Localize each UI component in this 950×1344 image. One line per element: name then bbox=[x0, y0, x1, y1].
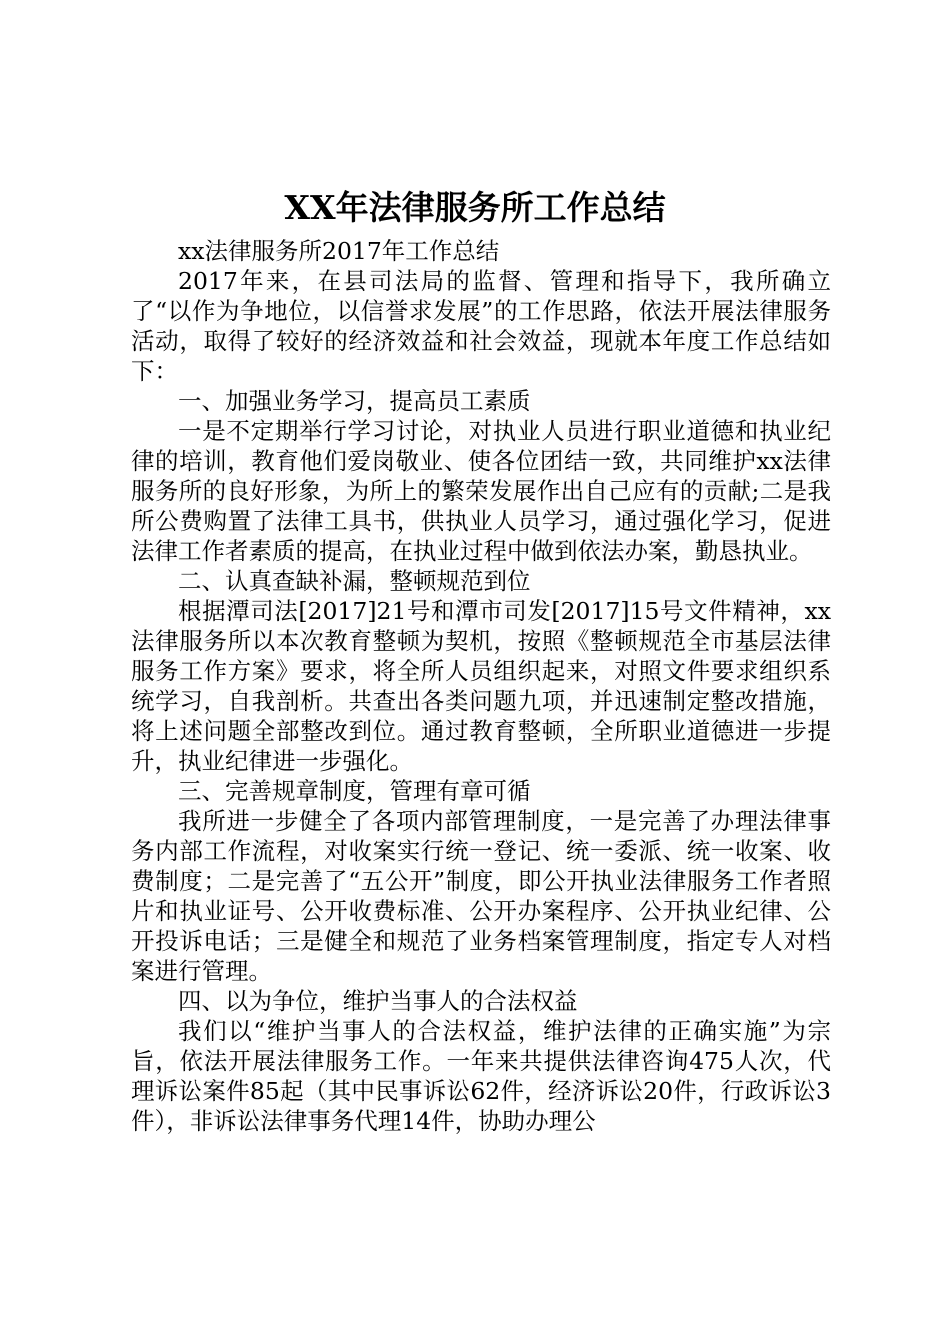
paragraph-section-3: 我所进一步健全了各项内部管理制度，一是完善了办理法律事务内部工作流程，对收案实行统一登记、统一委派、统一收案、收费制度；二是完善了“五公开”制度，即公开执业法律服务工作者照片和执业证号、公开收费标准、公开办案程序、公开执业纪律、公开投诉电话；三是健全和规范了业务档案管理制度，指定专人对档案进行管理。 bbox=[131, 807, 831, 985]
section-heading-3: 三、完善规章制度，管理有章可循 bbox=[178, 777, 531, 805]
paragraph-section-1: 一是不定期举行学习讨论，对执业人员进行职业道德和执业纪律的培训，教育他们爱岗敬业、使各位团结一致，共同维护xx法律服务所的良好形象，为所上的繁荣发展作出自己应有的贡献;二是我所公费购置了法律工具书，供执业人员学习，通过强化学习，促进法律工作者素质的提高，在执业过程中做到依法办案，勤恳执业。 bbox=[131, 417, 831, 565]
paragraph-subtitle: xx法律服务所2017年工作总结 bbox=[178, 237, 500, 265]
document-title: XX年法律服务所工作总结 bbox=[284, 188, 666, 227]
paragraph-section-4: 我们以“维护当事人的合法权益，维护法律的正确实施”为宗旨，依法开展法律服务工作。一年来共提供法律咨询475人次，代理诉讼案件85起（其中民事诉讼62件，经济诉讼20件，行政诉讼3件），非诉讼法律事务代理14件，协助办理公 bbox=[131, 1017, 831, 1135]
section-heading-4: 四、以为争位，维护当事人的合法权益 bbox=[178, 987, 578, 1015]
paragraph-intro: 2017年来，在县司法局的监督、管理和指导下，我所确立了“以作为争地位，以信誉求发展”的工作思路，依法开展法律服务活动，取得了较好的经济效益和社会效益，现就本年度工作总结如下： bbox=[131, 267, 831, 385]
document-body bbox=[131, 236, 831, 1136]
section-heading-2: 二、认真查缺补漏，整顿规范到位 bbox=[178, 567, 531, 595]
section-heading-1: 一、加强业务学习，提高员工素质 bbox=[178, 387, 531, 415]
paragraph-section-2: 根据潭司法[2017]21号和潭市司发[2017]15号文件精神，xx法律服务所以本次教育整顿为契机，按照《整顿规范全市基层法律服务工作方案》要求，将全所人员组织起来，对照文件要求组织系统学习，自我剖析。共查出各类问题九项，并迅速制定整改措施，将上述问题全部整改到位。通过教育整顿，全所职业道德进一步提升，执业纪律进一步强化。 bbox=[131, 597, 831, 775]
